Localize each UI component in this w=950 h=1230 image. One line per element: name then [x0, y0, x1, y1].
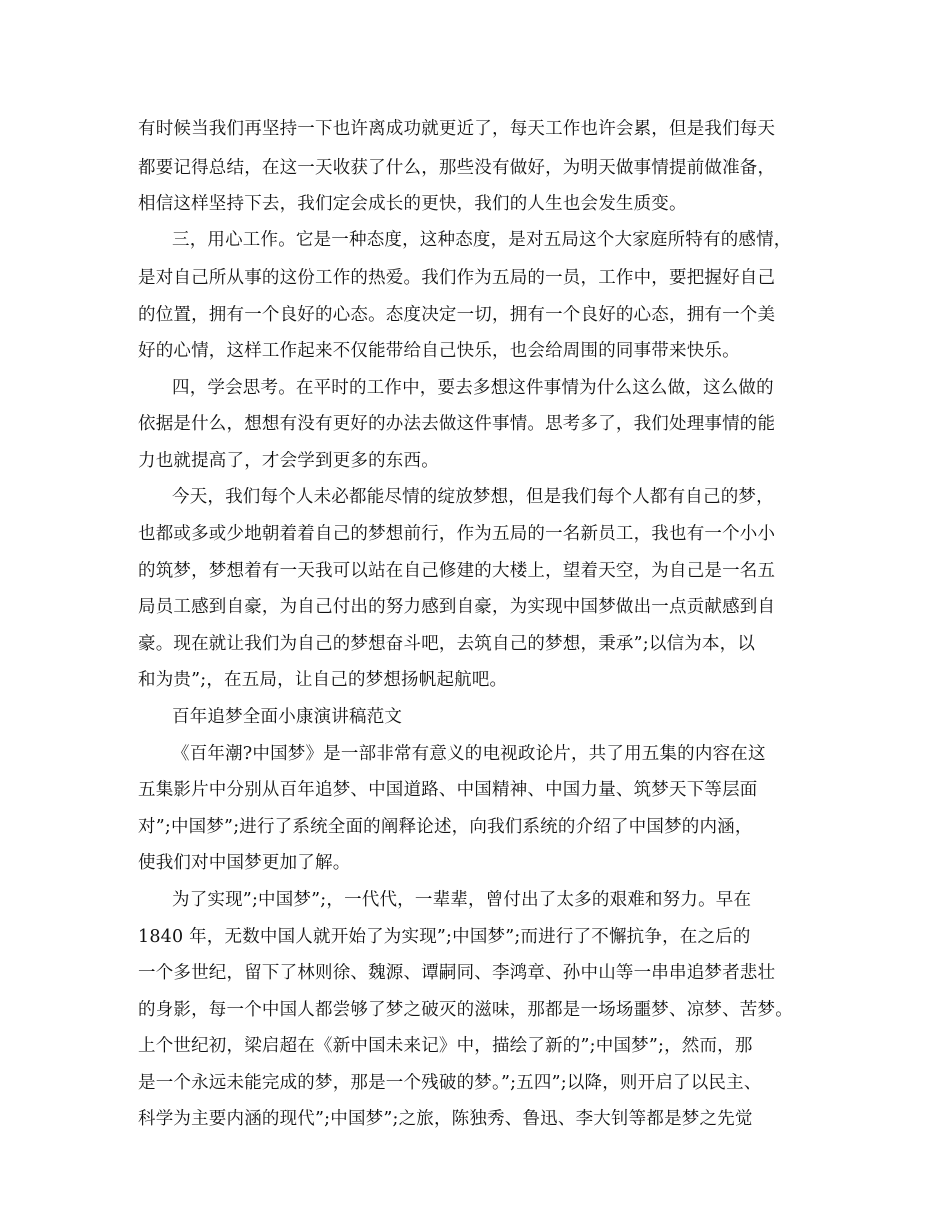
text-line: 豪。现在就让我们为自己的梦想奋斗吧，去筑自己的梦想，秉承”;以信为本，以 — [138, 634, 756, 654]
text-line: 上个世纪初，梁启超在《新中国未来记》中，描绘了新的”;中国梦”;，然而，那 — [138, 1036, 753, 1056]
text-line: 局员工感到自豪，为自己付出的努力感到自豪，为实现中国梦做出一点贡献感到自 — [138, 597, 776, 617]
text-line: 的筑梦，梦想着有一天我可以站在自己修建的大楼上，望着天空，为自己是一名五 — [138, 561, 776, 581]
text-line: 三，用心工作。它是一种态度，这种态度，是对五局这个大家庭所特有的感情， — [172, 230, 792, 250]
text-line: 五集影片中分别从百年追梦、中国道路、中国精神、中国力量、筑梦天下等层面 — [138, 780, 758, 800]
text-line: 有时候当我们再坚持一下也许离成功就更近了，每天工作也许会累，但是我们每天 — [138, 119, 776, 139]
text-line: 一个多世纪，留下了林则徐、魏源、谭嗣同、李鸿章、孙中山等一串串追梦者悲壮 — [138, 963, 776, 983]
text-line: 好的心情，这样工作起来不仅能带给自己快乐，也会给周围的同事带来快乐。 — [138, 341, 740, 361]
text-line: 今天，我们每个人未必都能尽情的绽放梦想，但是我们每个人都有自己的梦， — [172, 487, 774, 507]
text-line: 《百年潮?中国梦》是一部非常有意义的电视政论片，共了用五集的内容在这 — [172, 744, 766, 764]
text-line: 为了实现”;中国梦”;，一代代，一辈辈，曾付出了太多的艰难和努力。早在 — [172, 890, 752, 910]
text-line: 的身影，每一个中国人都尝够了梦之破灭的滋味，那都是一场场噩梦、凉梦、苦梦。 — [138, 1000, 793, 1020]
text-line: 对”;中国梦”;进行了系统全面的阐释论述，向我们系统的介绍了中国梦的内涵， — [138, 817, 753, 837]
text-line: 都要记得总结，在这一天收获了什么，那些没有做好，为明天做事情提前做准备， — [138, 158, 776, 178]
text-line: 依据是什么，想想有没有更好的办法去做这件事情。思考多了，我们处理事情的能 — [138, 414, 776, 434]
text-line: 使我们对中国梦更加了解。 — [138, 853, 351, 873]
text-line: 1840 年，无数中国人就开始了为实现”;中国梦”;而进行了不懈抗争，在之后的 — [138, 927, 751, 947]
text-line: 也都或多或少地朝着着自己的梦想前行，作为五局的一名新员工，我也有一个小小 — [138, 524, 776, 544]
text-line: 的位置，拥有一个良好的心态。态度决定一切，拥有一个良好的心态，拥有一个美 — [138, 305, 776, 325]
text-line: 科学为主要内涵的现代”;中国梦”;之旅，陈独秀、鲁迅、李大钊等都是梦之先觉 — [138, 1109, 753, 1129]
text-line: 是一个永远未能完成的梦，那是一个残破的梦。”;五四”;以降，则开启了以民主、 — [138, 1073, 762, 1093]
text-line: 相信这样坚持下去，我们定会成长的更快，我们的人生也会发生质变。 — [138, 194, 687, 214]
text-line: 力也就提高了，才会学到更多的东西。 — [138, 451, 439, 471]
text-line: 和为贵”;，在五局，让自己的梦想扬帆起航吧。 — [138, 670, 508, 690]
section-heading: 百年追梦全面小康演讲稿范文 — [172, 707, 403, 727]
text-line: 四，学会思考。在平时的工作中，要去多想这件事情为什么这么做，这么做的 — [172, 378, 774, 398]
text-line: 是对自己所从事的这份工作的热爱。我们作为五局的一员，工作中，要把握好自己 — [138, 268, 776, 288]
